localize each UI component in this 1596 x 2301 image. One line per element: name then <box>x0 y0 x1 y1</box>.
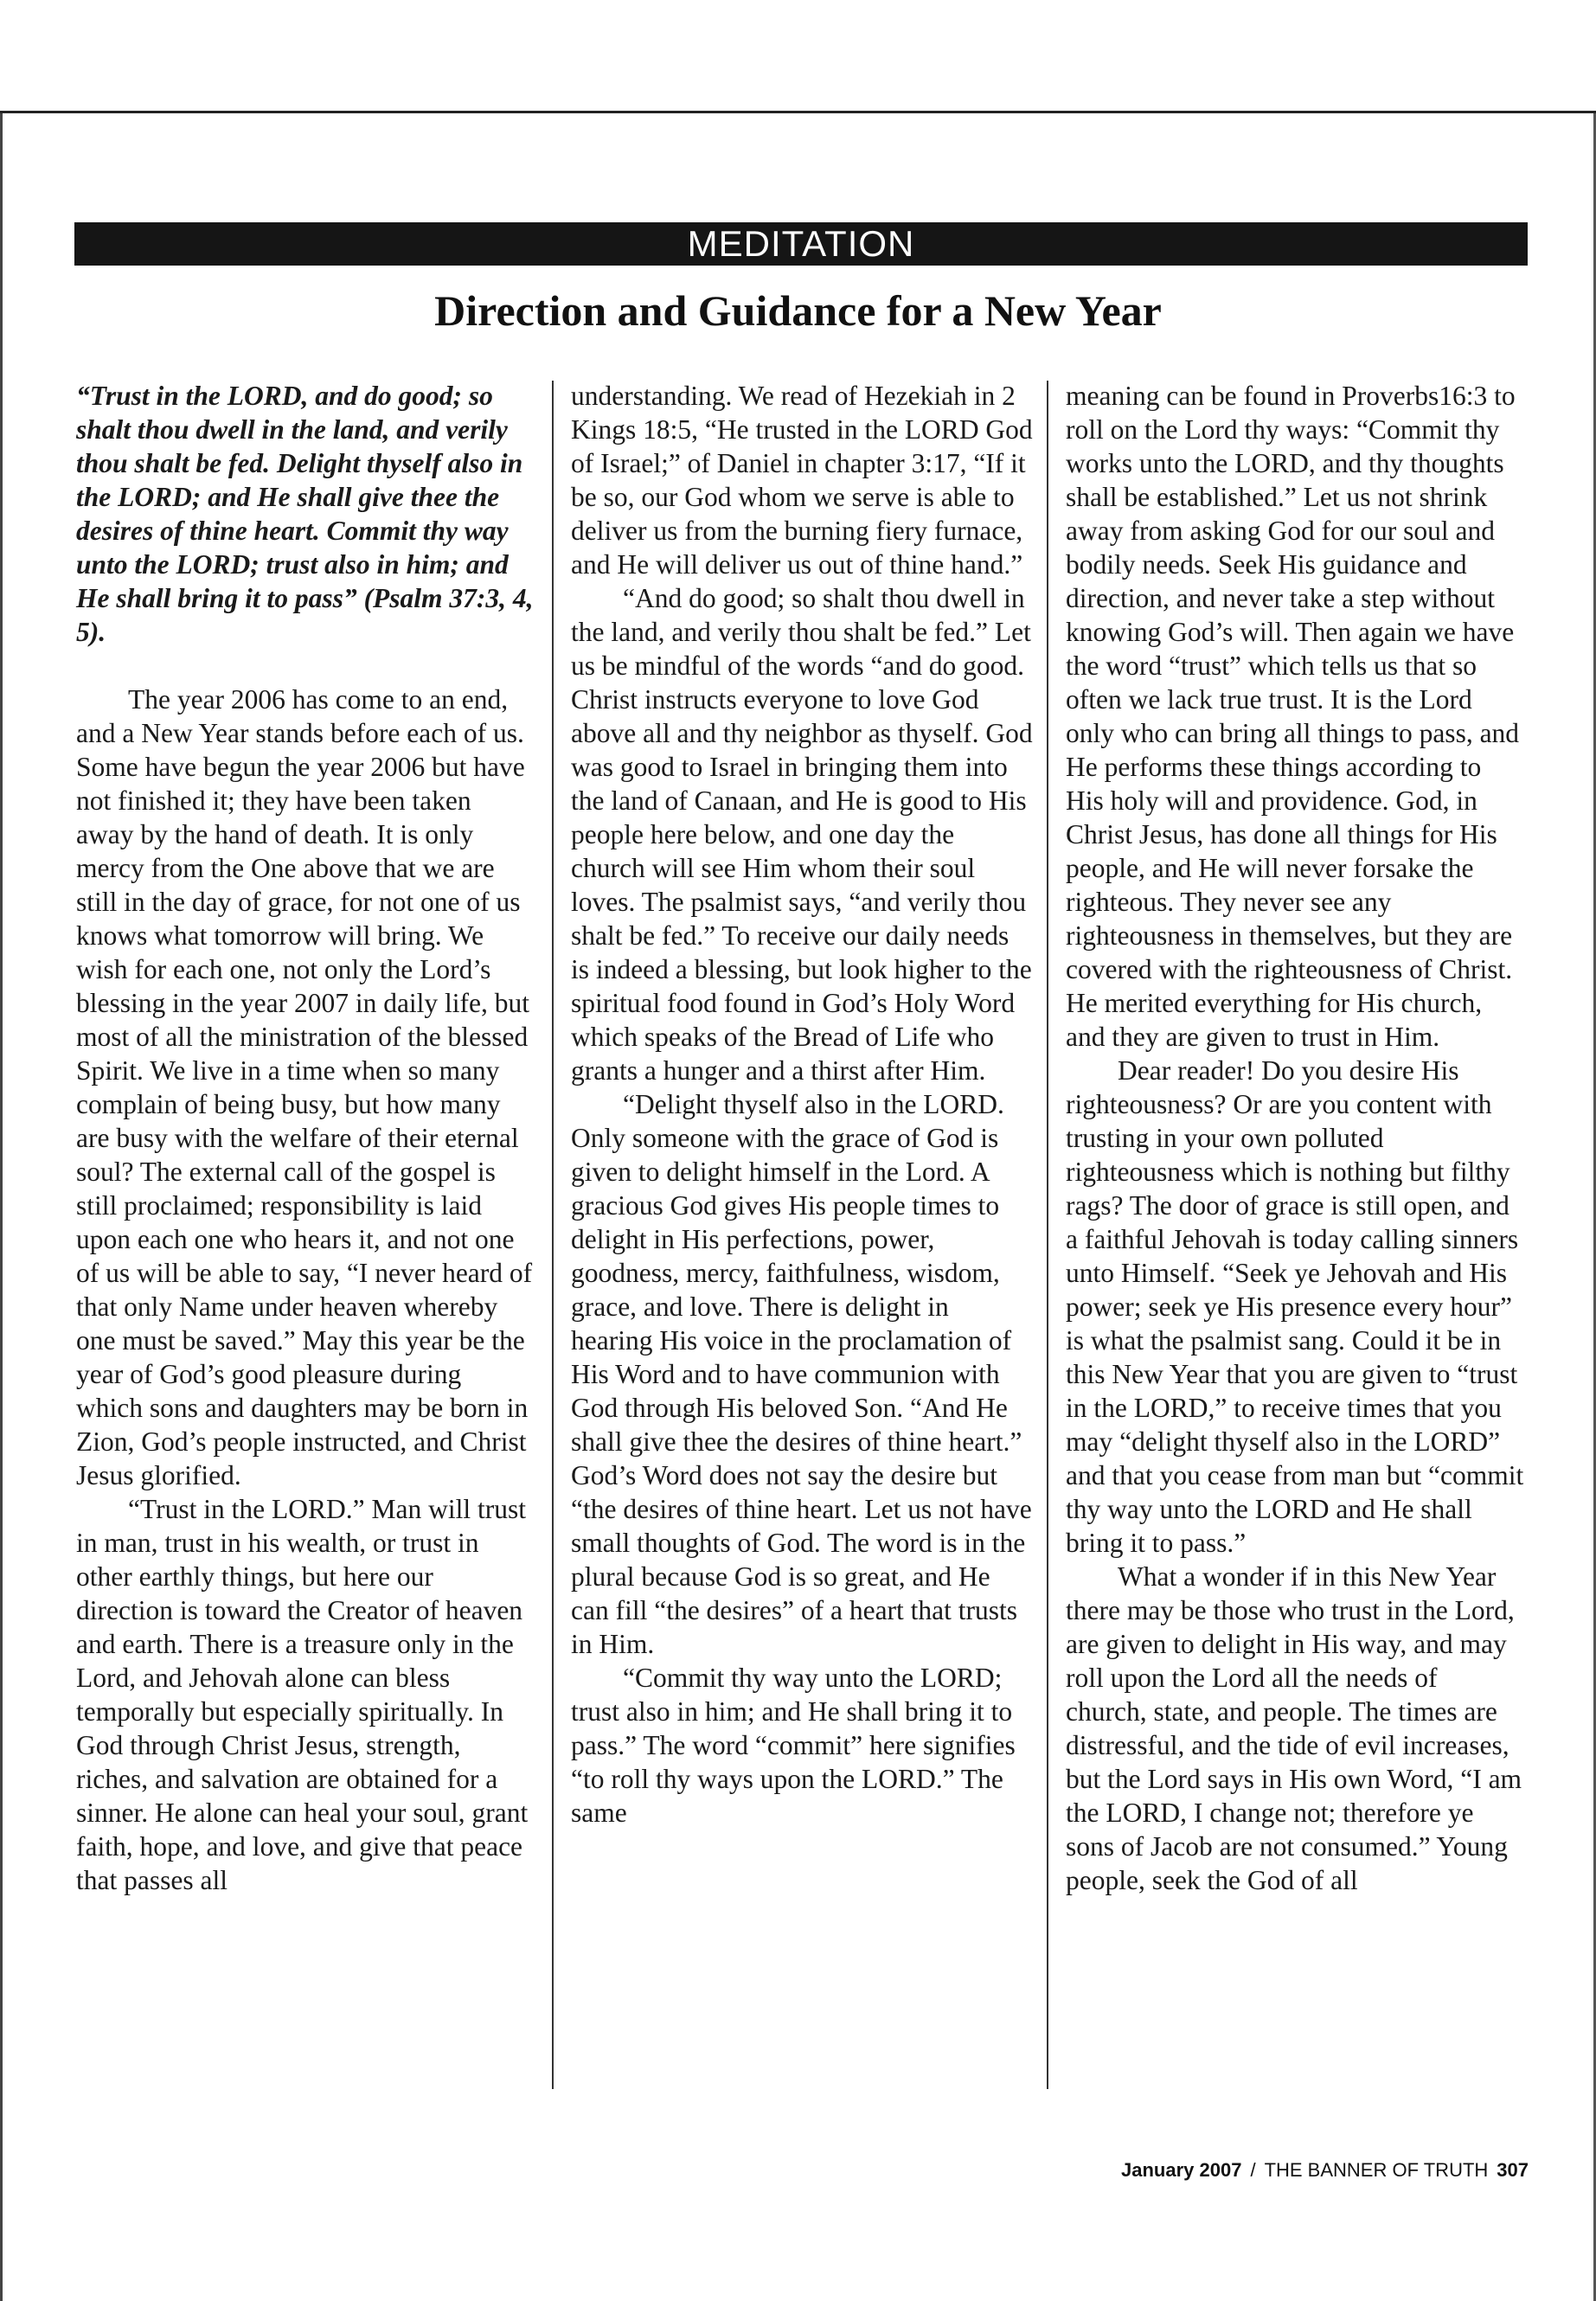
column-divider <box>1047 381 1048 2089</box>
column-2 <box>571 379 1034 1830</box>
paragraph: understanding. We read of Hezekiah in 2 Kings 18:5, “He trusted in the LORD God of Israel;” of Daniel in chapter 3:17, “If it be so, our God whom we serve is able to deliver us from the burning fiery furnace, and He will deliver us out of thine hand.” <box>571 381 1033 580</box>
section-banner <box>74 222 1528 266</box>
column-3 <box>1066 379 1524 1897</box>
column-divider <box>552 381 554 2089</box>
epigraph: “Trust in the LORD, and do good; so shalt thou dwell in the land, and verily thou shalt be fed. Delight thyself also in the LORD; and He shall give thee the desires of thine heart. Commit thy way unto the LORD; trust also in him; and He shall bring it to pass” (Psalm 37:3, 4, 5). <box>76 381 534 647</box>
paragraph: The year 2006 has come to an end, and a New Year stands before each of us. Some have begun the year 2006 but have not finished it; they have been taken away by the hand of death. It is only mercy from the One above that we are still in the day of grace, for not one of us knows what tomorrow will bring. We wish for each one, not only the Lord’s blessing in the year 2007 in daily life, but most of all the ministration of the blessed Spirit. We live in a time when so many complain of being busy, but how many are busy with the welfare of their eternal soul? The external call of the gospel is still proclaimed; responsibility is laid upon each one who hears it, and not one of us will be able to say, “I never heard of that only Name under heaven whereby one must be saved.” May this year be the year of God’s good pleasure during which sons and daughters may be born in Zion, God’s people instructed, and Christ Jesus glorified. <box>76 684 533 1490</box>
paragraph: “Trust in the LORD.” Man will trust in man, trust in his wealth, or trust in other earthly things, but here our direction is toward the Creator of heaven and earth. There is a treasure only in the Lord, and Jehovah alone can bless temporally but especially spiritually. In God through Christ Jesus, strength, riches, and salvation are obtained for a sinner. He alone can heal your soul, grant faith, hope, and love, and give that peace that passes all <box>76 1494 529 1895</box>
page-footer <box>1121 2159 1529 2182</box>
paragraph: “Commit thy way unto the LORD; trust also in him; and He shall bring it to pass.” The word “commit” here signifies “to roll thy ways upon the LORD.” The same <box>571 1663 1016 1828</box>
paragraph: Dear reader! Do you desire His righteousness? Or are you content with trusting in your own polluted righteousness which is nothing but filthy rags? The door of grace is still open, and a faithful Jehovah is today calling sinners unto Himself. “Seek ye Jehovah and His power; seek ye His presence every hour” is what the psalmist sang. Could it be in this New Year that you are given to “trust in the LORD,” to receive times that you may “delight thyself also in the LORD” and that you cease from man but “commit thy way unto the LORD and He shall bring it to pass.” <box>1066 1055 1524 1558</box>
paragraph: meaning can be found in Proverbs16:3 to roll on the Lord thy ways: “Commit thy works unto the LORD, and thy thoughts shall be established.” Let us not shrink away from asking God for our soul and bodily needs. Seek His guidance and direction, and never take a step without knowing God’s will. Then again we have the word “trust” which tells us that so often we lack true trust. It is the Lord only who can bring all things to pass, and He performs these things according to His holy will and providence. God, in Christ Jesus, has done all things for His people, and He will never forsake the righteous. They never see any righteousness in themselves, but they are covered with the righteousness of Christ. He merited everything for His church, and they are given to trust in Him. <box>1066 381 1520 1052</box>
paragraph: “And do good; so shalt thou dwell in the land, and verily thou shalt be fed.” Let us be mindful of the words “and do good. Christ instructs everyone to love God above all and thy neighbor as thyself. God was good to Israel in bringing them into the land of Canaan, and He is good to His people here below, and one day the church will see Him whom their soul loves. The psalmist says, “and verily thou shalt be fed.” To receive our daily needs is indeed a blessing, but look higher to the spiritual food found in God’s Holy Word which speaks of the Bread of Life who grants a hunger and a thirst after Him. <box>571 583 1033 1086</box>
footer-date: January 2007 <box>1121 2159 1242 2181</box>
section-label: MEDITATION <box>687 223 915 264</box>
top-rule <box>0 111 1596 113</box>
column-1 <box>76 379 535 1897</box>
paragraph: What a wonder if in this New Year there may be those who trust in the Lord, are given to delight in His way, and may roll upon the Lord all the needs of church, state, and people. The times are distressful, and the tide of evil increases, but the Lord says in His own Word, “I am the LORD, I change not; therefore ye sons of Jacob are not consumed.” Young people, seek the God of all <box>1066 1561 1522 1895</box>
paragraph: “Delight thyself also in the LORD. Only someone with the grace of God is given to delight himself in the Lord. A gracious God gives His people times to delight in His perfections, power, goodness, mercy, faithfulness, wisdom, grace, and love. There is delight in hearing His voice in the proclamation of His Word and to have communion with God through His beloved Son. “And He shall give thee the desires of thine heart.” God’s Word does not say the desire but “the desires of thine heart. Let us not have small thoughts of God. The word is in the plural because God is so great, and He can fill “the desires” of a heart that trusts in Him. <box>571 1089 1032 1659</box>
footer-page-number: 307 <box>1497 2159 1529 2181</box>
footer-publication: THE BANNER OF TRUTH <box>1264 2159 1489 2181</box>
footer-separator: / <box>1250 2159 1256 2181</box>
page-left-edge <box>0 113 3 2301</box>
article-title: Direction and Guidance for a New Year <box>434 286 1162 335</box>
